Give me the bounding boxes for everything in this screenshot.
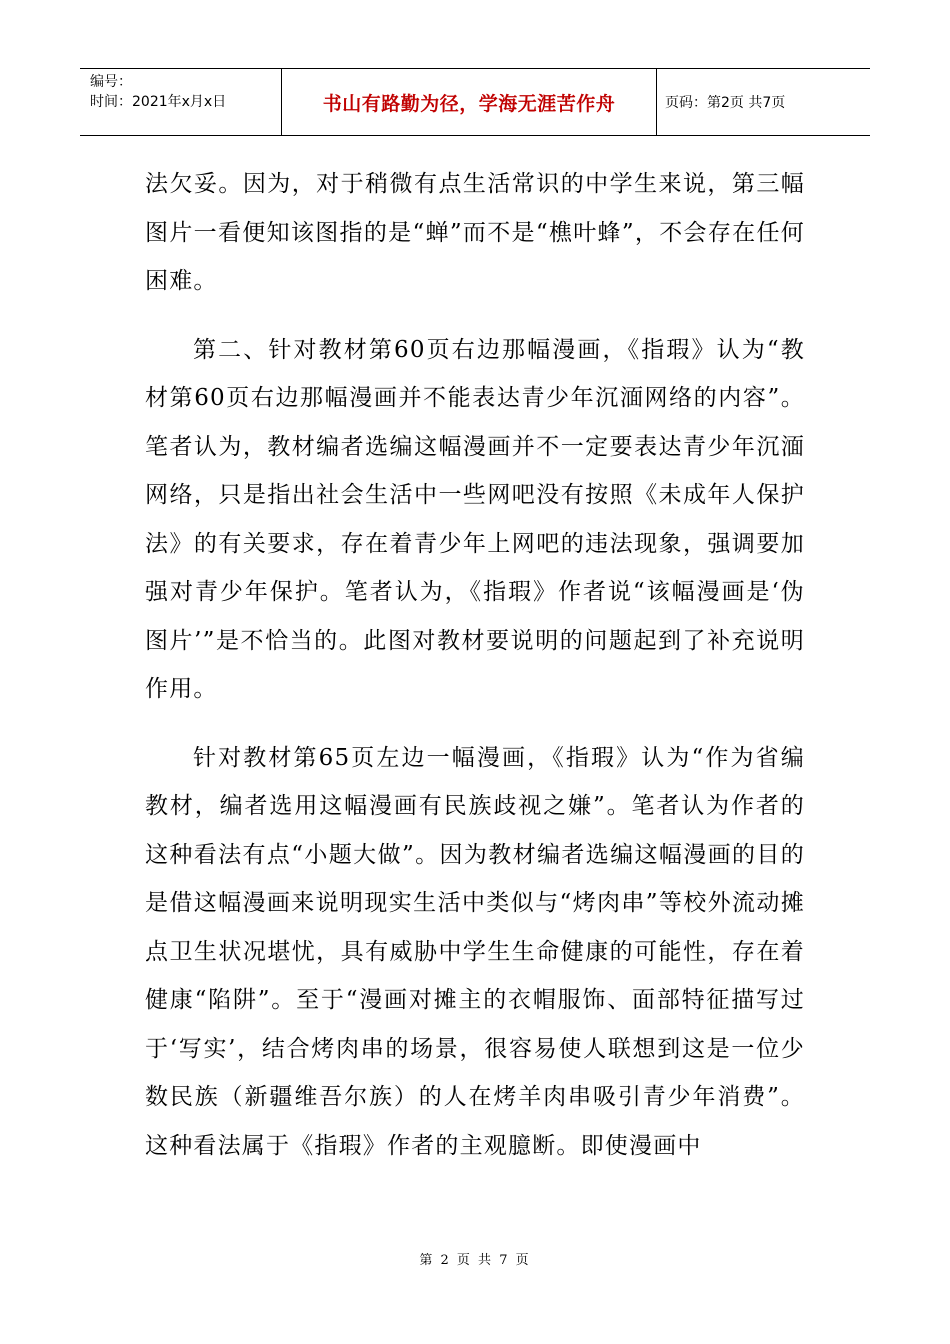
paragraph-page-65: 针对教材第65页左边一幅漫画，《指瑕》认为“作为省编教材，编者选用这幅漫画有民族歧视之嫌”。笔者认为作者的这种看法有点“小题大做”。因为教材编者选编这幅漫画的目的是借这幅漫画来说明现实生活中类似与“烤肉串”等校外流动摊点卫生状况堪忧，具有威胁中学生生命健康的可能性，存在着健康“陷阱”。至于“漫画对摊主的衣帽服饰、面部特征描写过于‘写实’，结合烤肉串的场景，很容易使人联想到这是一位少数民族（新疆维吾尔族）的人在烤羊肉串吸引青少年消费”。这种看法属于《指瑕》作者的主观臆断。即使漫画中 (145, 744, 805, 1159)
header-motto: 书山有路勤为径，学海无涯苦作舟 (282, 69, 657, 135)
page-footer: 第 2 页 共 7 页 (419, 1253, 531, 1268)
paragraph-point-two: 第二、针对教材第60页右边那幅漫画，《指瑕》认为“教材第60页右边那幅漫画并不能表达青少年沉湎网络的内容”。笔者认为，教材编者选编这幅漫画并不一定要表达青少年沉湎网络，只是指出社会生活中一些网吧没有按照《未成年人保护法》的有关要求，存在着青少年上网吧的违法现象，强调要加强对青少年保护。笔者认为，《指瑕》作者说“该幅漫画是‘伪图片’”是不恰当的。此图对教材要说明的问题起到了补充说明作用。 (145, 336, 805, 702)
document-body (145, 160, 805, 1170)
document-header (80, 68, 870, 136)
header-page-label: 页码：第2页 共7页 (665, 95, 786, 111)
time-label: 时间：2021年x月x日 (90, 94, 227, 110)
paragraph-continuation: 法欠妥。因为，对于稍微有点生活常识的中学生来说，第三幅图片一看便知该图指的是“蝉”而不是“樵叶蜂”，不会存在任何困难。 (145, 171, 805, 294)
number-label: 编号： (90, 74, 132, 90)
header-meta (80, 69, 282, 135)
